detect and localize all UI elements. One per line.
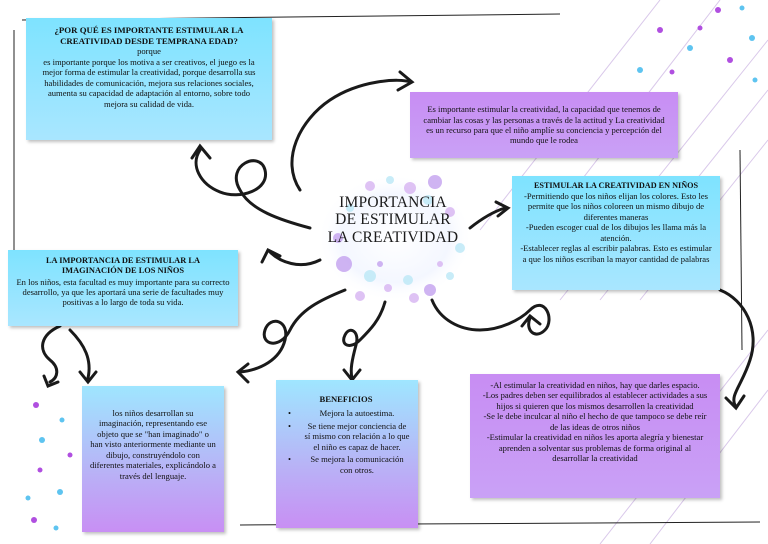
arrow-to-top-right bbox=[292, 80, 410, 190]
box-tips-item-1: -Al estimular la creatividad en niños, hay que darles espacio. bbox=[490, 380, 700, 390]
box-stimulate-item-1: -Permitiendo que los niños elijan los colores. Esto les permite que los niños coloreen un mismo dibujo de diferentes maneras bbox=[523, 191, 709, 222]
box-imagination-body: En los niños, esta facultad es muy importante para su correcto desarrollo, ya que les aportará una serie de facultades muy positivas a lo largo de toda su vida. bbox=[16, 276, 230, 308]
benefit-item-2: • Se tiene mejor conciencia de sí mismo con relación a lo que el niño es capaz de hacer. bbox=[304, 421, 410, 452]
box-imagination-heading: LA IMPORTANCIA DE ESTIMULAR LA IMAGINACIÓN DE LOS NIÑOS bbox=[45, 256, 201, 276]
benefit-item-3: • Se mejora la comunicación con otros. bbox=[304, 454, 410, 475]
box-benefits-heading: BENEFICIOS bbox=[319, 394, 373, 404]
box-children-imagination bbox=[82, 386, 224, 532]
arrow-to-bottom-left bbox=[240, 290, 345, 372]
box-stimulate-item-3: -Establecer reglas al escribir palabras. Esto es estimular a que los niños escriban la mayor cantidad de palabras bbox=[520, 243, 712, 264]
arrow-to-mid-right bbox=[470, 208, 505, 228]
benefits-list bbox=[282, 408, 410, 475]
box-tips-item-3: -Se le debe inculcar al niño el hecho de que tampoco se debe reír de las ideas de otros niños bbox=[483, 411, 707, 432]
box-why-sub: porque bbox=[137, 46, 161, 57]
box-creativity-tips bbox=[470, 374, 720, 498]
box-importance-statement bbox=[410, 92, 678, 158]
box-why-heading: ¿POR QUÉ ES IMPORTANTE ESTIMULAR LA CREATIVIDAD DESDE TEMPRANA EDAD? bbox=[54, 25, 244, 46]
box-why-body: es importante porque los motiva a ser creativos, el juego es la mejor forma de estimular la creatividad, porque desarrolla sus habilidades de comunicación, mejora sus relaciones sociales, aumenta su capacidad de adaptación al entorno, sobre todo mejora su calidad de vida. bbox=[42, 56, 256, 109]
center-title-line-2: DE ESTIMULAR bbox=[335, 211, 451, 229]
arrow-left-side-curl bbox=[43, 326, 60, 382]
center-title bbox=[318, 194, 468, 246]
box-importance-body: Es importante estimular la creatividad, la capacidad que tenemos de cambiar las cosas y las personas a través de la actitud y La creatividad es un recurso para que el niño amplíe su conciencia y percepción del mundo que le rodea bbox=[423, 104, 665, 146]
box-stimulate-item-2: -Pueden escoger cual de los dibujos les llama más la atención. bbox=[525, 222, 707, 243]
box-children-body: los niños desarrollan su imaginación, representando ese objeto que se "han imaginado" o han visto anteriormente mediante un dibujo, construyéndolo con diferentes materiales, explicándolo a través del lenguaje. bbox=[90, 408, 216, 481]
box-stimulate-heading: ESTIMULAR LA CREATIVIDAD EN NIÑOS bbox=[533, 181, 699, 190]
center-title-line-3: LA CREATIVIDAD bbox=[327, 228, 459, 246]
box-imagination-importance bbox=[8, 250, 238, 326]
arrow-to-bottom-mid bbox=[344, 302, 385, 378]
box-benefits bbox=[276, 380, 418, 528]
box-stimulate-children bbox=[512, 176, 720, 290]
center-title-line-1: IMPORTANCIA bbox=[339, 194, 447, 211]
box-tips-item-4: -Estimular la creatividad en niños les aporta alegría y bienestar aprenden a solventar sus problemas de forma original al desarrollar la creatividad bbox=[486, 432, 704, 464]
box-tips-item-2: -Los padres deben ser equilibrados al establecer actividades a sus hijos si quieren que los mismos desarrollen la creatividad bbox=[482, 390, 708, 411]
benefit-item-1: • Mejora la autoestima. bbox=[304, 408, 410, 418]
box-why-stimulate-early bbox=[26, 18, 272, 140]
arrow-right-side-curl bbox=[720, 290, 753, 405]
